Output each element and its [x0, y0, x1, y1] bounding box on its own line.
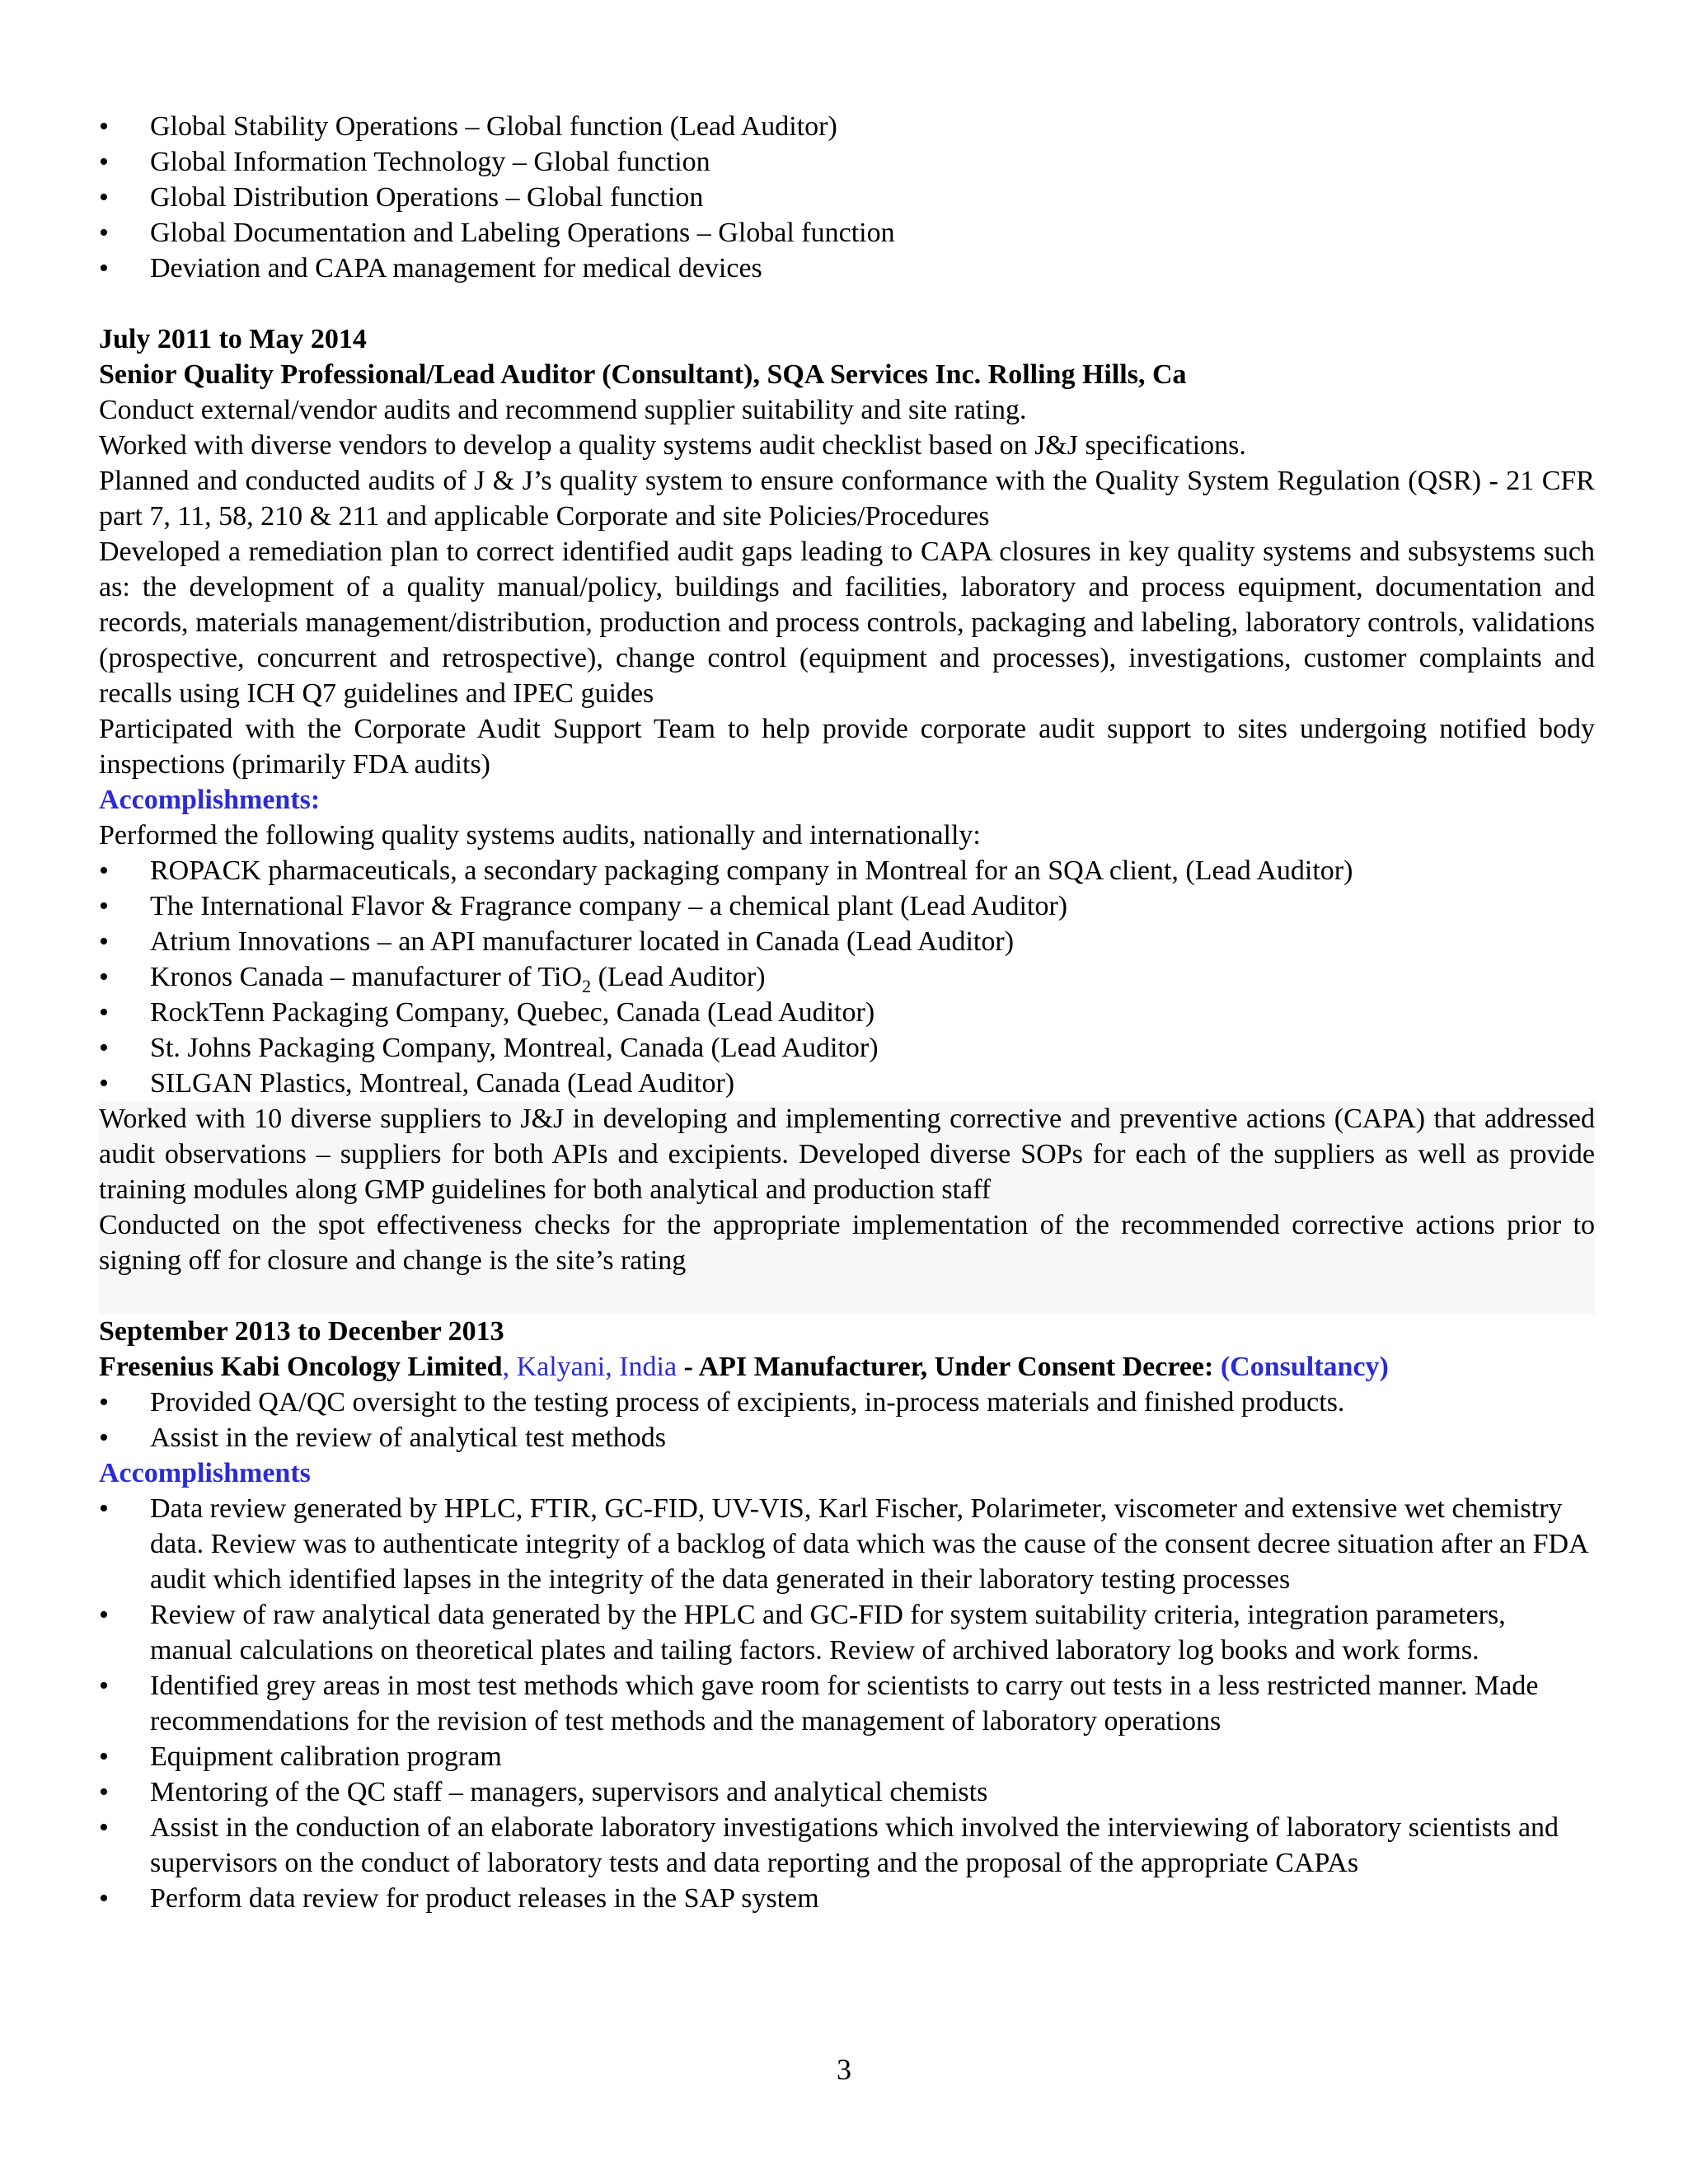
list-item: • St. Johns Packaging Company, Montreal, Canada (Lead Auditor): [99, 1030, 1595, 1066]
list-item: • SILGAN Plastics, Montreal, Canada (Lead Auditor): [99, 1066, 1595, 1101]
accomplishments-heading: Accomplishments:: [99, 785, 321, 815]
list-item: • Global Documentation and Labeling Operations – Global function: [99, 215, 1595, 251]
list-item: • Assist in the review of analytical test methods: [99, 1420, 1595, 1455]
job-paragraph: Worked with 10 diverse suppliers to J&J in developing and implementing corrective and preventive actions (CAPA) that addressed audit observations – suppliers for both APIs and excipients. Developed diverse SOPs for each of the suppliers as well as provide training modules along GMP guidelines for both analytical and production staff: [99, 1104, 1595, 1205]
list-item: • Deviation and CAPA management for medical devices: [99, 251, 1595, 286]
job-paragraph: Developed a remediation plan to correct identified audit gaps leading to CAPA closures in key quality systems and subsystems such as: the development of a quality manual/policy, buildings and facilities, laboratory and process equipment, documentation and records, materials management/distribution, production and process controls, packaging and labeling, laboratory controls, validations (prospective, concurrent and retrospective), change control (equipment and processes), investigations, customer complaints and recalls using ICH Q7 guidelines and IPEC guides: [99, 537, 1595, 709]
company-name: Fresenius Kabi Oncology Limited: [99, 1352, 503, 1382]
list-item: • Equipment calibration program: [99, 1739, 1595, 1774]
fresenius-section: [99, 1314, 1595, 1916]
consultancy-label: (Consultancy): [1220, 1352, 1389, 1382]
list-item: • RockTenn Packaging Company, Quebec, Canada (Lead Auditor): [99, 995, 1595, 1030]
company-location: , Kalyani, India: [502, 1352, 678, 1382]
job-paragraph: Conducted on the spot effectiveness checks for the appropriate implementation of the recommended corrective actions prior to signing off for closure and change is the site’s rating: [99, 1210, 1595, 1276]
audits-list: [99, 853, 1595, 1101]
accomplishments-list: [99, 1491, 1595, 1916]
list-item: • The International Flavor & Fragrance company – a chemical plant (Lead Auditor): [99, 888, 1595, 924]
shaded-block: [99, 1101, 1595, 1314]
job-paragraph: Planned and conducted audits of J & J’s quality system to ensure conformance with the Quality System Regulation (QSR) - 21 CFR part 7, 11, 58, 210 & 211 and applicable Corporate and site Policies/Procedures: [99, 466, 1595, 532]
kronos-suffix: (Lead Auditor): [591, 962, 766, 992]
job-paragraph: Worked with diverse vendors to develop a quality systems audit checklist based on J&J specifications.: [99, 430, 1246, 461]
list-item: • Mentoring of the QC staff – managers, supervisors and analytical chemists: [99, 1774, 1595, 1810]
page-number: 3: [837, 2053, 851, 2086]
list-item: • Global Stability Operations – Global function (Lead Auditor): [99, 109, 1595, 144]
audits-intro: Performed the following quality systems audits, nationally and internationally:: [99, 820, 981, 851]
list-item-kronos: [99, 959, 1595, 995]
list-item: • Global Distribution Operations – Global function: [99, 180, 1595, 215]
list-item: • Identified grey areas in most test methods which gave room for scientists to carry out tests in a less restricted manner. Made recommendations for the revision of test methods and the management of laboratory operations: [99, 1668, 1595, 1739]
kronos-text: Kronos Canada – manufacturer of TiO: [150, 962, 583, 992]
list-item: • ROPACK pharmaceuticals, a secondary packaging company in Montreal for an SQA client, (Lead Auditor): [99, 853, 1595, 888]
job-paragraph: Conduct external/vendor audits and recommend supplier suitability and site rating.: [99, 395, 1027, 425]
job-title: Senior Quality Professional/Lead Auditor (Consultant), SQA Services Inc. Rolling Hills, Ca: [99, 359, 1187, 390]
list-item: • Perform data review for product releases in the SAP system: [99, 1881, 1595, 1916]
list-item: • Global Information Technology – Global function: [99, 144, 1595, 180]
duties-list: [99, 1385, 1595, 1455]
resume-page: [99, 109, 1595, 1916]
list-item: • Atrium Innovations – an API manufacturer located in Canada (Lead Auditor): [99, 924, 1595, 959]
list-item: • Provided QA/QC oversight to the testing process of excipients, in-process materials and finished products.: [99, 1385, 1595, 1420]
sqa-section: [99, 321, 1595, 1314]
subscript: 2: [582, 975, 592, 996]
company-description: - API Manufacturer, Under Consent Decree:: [677, 1352, 1221, 1382]
list-item: • Assist in the conduction of an elaborate laboratory investigations which involved the interviewing of laboratory scientists and supervisors on the conduct of laboratory tests and data reporting and the proposal of the appropriate CAPAs: [99, 1810, 1595, 1881]
job-paragraph: Participated with the Corporate Audit Support Team to help provide corporate audit support to sites undergoing notified body inspections (primarily FDA audits): [99, 714, 1595, 780]
top-bullet-list: [99, 109, 1595, 286]
accomplishments-heading: Accomplishments: [99, 1458, 311, 1488]
job-title: [99, 1349, 1595, 1385]
list-item: • Review of raw analytical data generated by the HPLC and GC-FID for system suitability criteria, integration parameters, manual calculations on theoretical plates and tailing factors. Review of archived laboratory log books and work forms.: [99, 1597, 1595, 1668]
job-dates: July 2011 to May 2014: [99, 324, 367, 354]
job-dates: September 2013 to Decenber 2013: [99, 1316, 504, 1347]
list-item: • Data review generated by HPLC, FTIR, GC-FID, UV-VIS, Karl Fischer, Polarimeter, viscometer and extensive wet chemistry data. Review was to authenticate integrity of a backlog of data which was the cause of the consent decree situation after an FDA audit which identified lapses in the integrity of the data generated in their laboratory testing processes: [99, 1491, 1595, 1597]
